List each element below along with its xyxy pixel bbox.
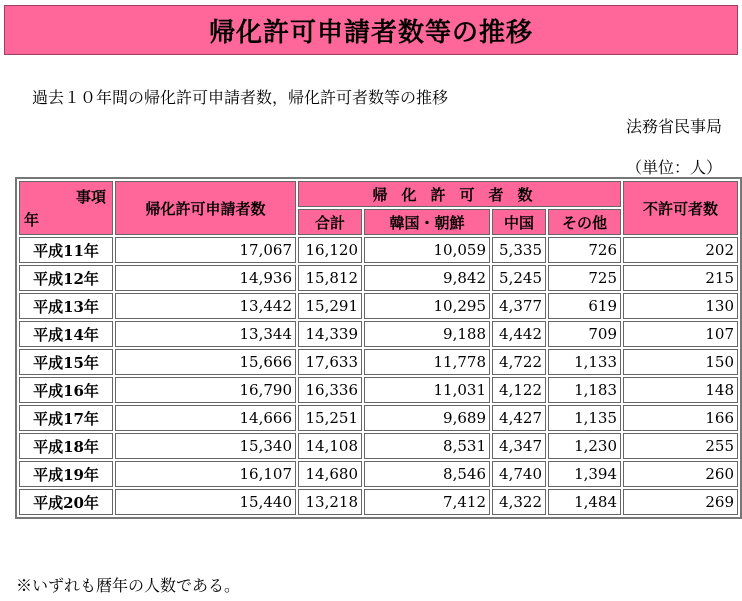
- cell-denied: 166: [623, 405, 738, 431]
- header-korea: 韓国・朝鮮: [364, 209, 490, 235]
- footnote: ※いずれも暦年の人数である。: [16, 576, 241, 595]
- cell-korea: 9,842: [364, 265, 490, 291]
- cell-china: 4,740: [492, 461, 546, 487]
- cell-total: 17,633: [298, 349, 362, 375]
- table-row: [19, 265, 738, 291]
- cell-denied: 260: [623, 461, 738, 487]
- subtitle: 過去１０年間の帰化許可申請者数，帰化許可者数等の推移: [32, 88, 449, 107]
- cell-year: 平成15年: [19, 349, 113, 375]
- cell-year: 平成13年: [19, 293, 113, 319]
- cell-denied: 148: [623, 377, 738, 403]
- cell-korea: 10,295: [364, 293, 490, 319]
- source-label: 法務省民事局: [625, 117, 722, 136]
- cell-year: 平成14年: [19, 321, 113, 347]
- header-china: 中国: [492, 209, 546, 235]
- cell-applicants: 16,107: [115, 461, 296, 487]
- cell-total: 14,108: [298, 433, 362, 459]
- cell-korea: 11,778: [364, 349, 490, 375]
- cell-total: 16,336: [298, 377, 362, 403]
- header-permitted-group: 帰化許可者数: [298, 181, 621, 207]
- cell-china: 5,335: [492, 237, 546, 263]
- cell-year: 平成17年: [19, 405, 113, 431]
- cell-total: 16,120: [298, 237, 362, 263]
- cell-year: 平成11年: [19, 237, 113, 263]
- table-row: [19, 405, 738, 431]
- cell-other: 619: [548, 293, 621, 319]
- cell-korea: 7,412: [364, 489, 490, 515]
- cell-denied: 269: [623, 489, 738, 515]
- cell-denied: 255: [623, 433, 738, 459]
- page-title: 帰化許可申請者数等の推移: [208, 17, 533, 48]
- cell-china: 4,427: [492, 405, 546, 431]
- table-row: [19, 237, 738, 263]
- cell-total: 14,339: [298, 321, 362, 347]
- cell-china: 4,347: [492, 433, 546, 459]
- cell-applicants: 17,067: [115, 237, 296, 263]
- table-row: [19, 377, 738, 403]
- cell-applicants: 15,666: [115, 349, 296, 375]
- cell-korea: 9,188: [364, 321, 490, 347]
- cell-other: 1,394: [548, 461, 621, 487]
- table-row: [19, 461, 738, 487]
- cell-applicants: 15,340: [115, 433, 296, 459]
- cell-applicants: 14,936: [115, 265, 296, 291]
- cell-applicants: 16,790: [115, 377, 296, 403]
- table-row: [19, 489, 738, 515]
- cell-year: 平成20年: [19, 489, 113, 515]
- cell-total: 13,218: [298, 489, 362, 515]
- cell-total: 15,291: [298, 293, 362, 319]
- cell-china: 4,122: [492, 377, 546, 403]
- cell-year: 平成19年: [19, 461, 113, 487]
- header-other: その他: [548, 209, 621, 235]
- cell-other: 1,230: [548, 433, 621, 459]
- cell-denied: 107: [623, 321, 738, 347]
- cell-korea: 8,531: [364, 433, 490, 459]
- cell-other: 1,484: [548, 489, 621, 515]
- header-total: 合計: [298, 209, 362, 235]
- cell-other: 725: [548, 265, 621, 291]
- cell-other: 1,183: [548, 377, 621, 403]
- cell-total: 14,680: [298, 461, 362, 487]
- corner-header-item: 事項: [75, 188, 106, 206]
- title-banner: [4, 5, 738, 55]
- cell-china: 4,442: [492, 321, 546, 347]
- table-row: [19, 293, 738, 319]
- cell-year: 平成16年: [19, 377, 113, 403]
- corner-header-year: 年: [24, 211, 40, 229]
- table-row: [19, 321, 738, 347]
- header-denied: 不許可者数: [623, 181, 738, 235]
- cell-denied: 215: [623, 265, 738, 291]
- cell-applicants: 13,442: [115, 293, 296, 319]
- cell-other: 709: [548, 321, 621, 347]
- table-row: [19, 349, 738, 375]
- cell-other: 726: [548, 237, 621, 263]
- cell-china: 4,322: [492, 489, 546, 515]
- cell-denied: 130: [623, 293, 738, 319]
- cell-other: 1,135: [548, 405, 621, 431]
- cell-korea: 11,031: [364, 377, 490, 403]
- cell-total: 15,251: [298, 405, 362, 431]
- table-body: [19, 237, 738, 515]
- corner-header-cell: [19, 181, 113, 235]
- cell-total: 15,812: [298, 265, 362, 291]
- cell-korea: 9,689: [364, 405, 490, 431]
- header-applicants: 帰化許可申請者数: [115, 181, 296, 235]
- cell-applicants: 14,666: [115, 405, 296, 431]
- naturalization-table: [15, 177, 742, 519]
- cell-year: 平成18年: [19, 433, 113, 459]
- cell-applicants: 13,344: [115, 321, 296, 347]
- cell-china: 5,245: [492, 265, 546, 291]
- cell-applicants: 15,440: [115, 489, 296, 515]
- cell-korea: 10,059: [364, 237, 490, 263]
- unit-label: （単位：人）: [625, 158, 722, 177]
- cell-denied: 150: [623, 349, 738, 375]
- cell-korea: 8,546: [364, 461, 490, 487]
- cell-china: 4,722: [492, 349, 546, 375]
- cell-year: 平成12年: [19, 265, 113, 291]
- cell-china: 4,377: [492, 293, 546, 319]
- cell-denied: 202: [623, 237, 738, 263]
- table-row: [19, 433, 738, 459]
- cell-other: 1,133: [548, 349, 621, 375]
